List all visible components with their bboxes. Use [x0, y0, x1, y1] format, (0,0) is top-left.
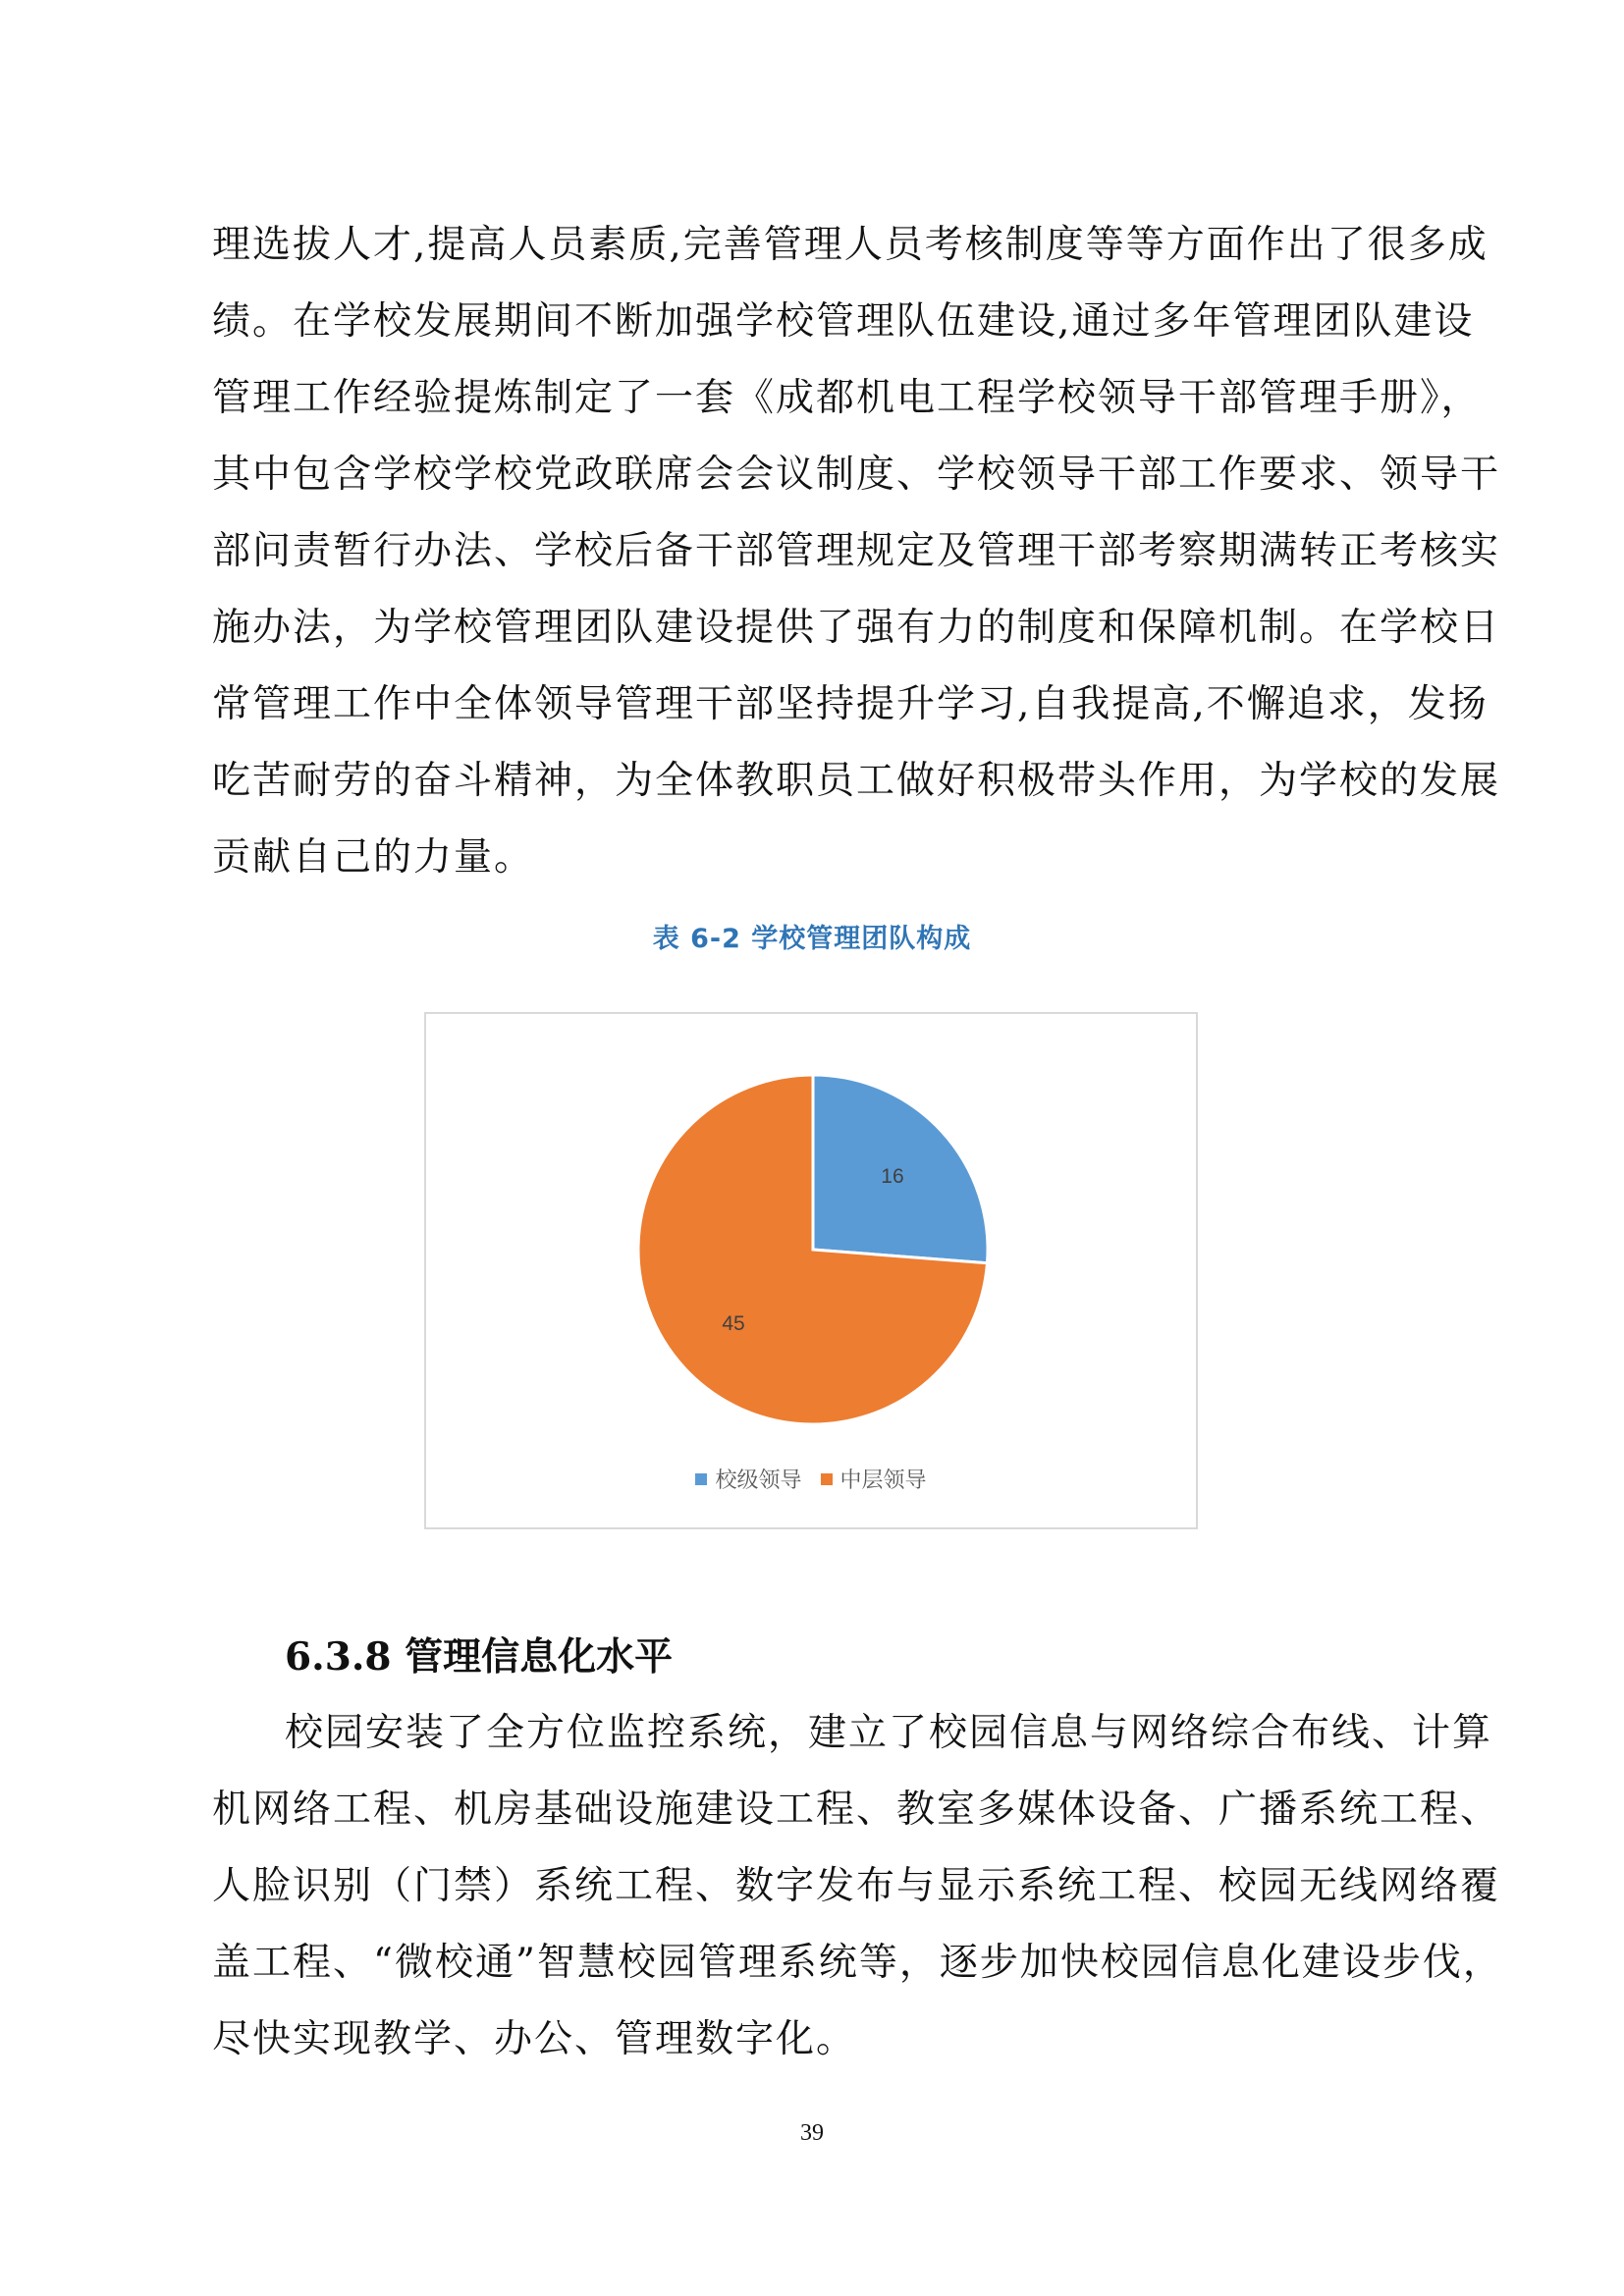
legend-item-school-leaders: [695, 1464, 801, 1494]
legend-swatch-blue: [695, 1473, 707, 1485]
paragraph-line: 理选拔人才,提高人员素质,完善管理人员考核制度等等方面作出了很多成: [212, 223, 1489, 267]
paragraph-line: 吃苦耐劳的奋斗精神，为全体教职员工做好积极带头作用，为学校的发展: [212, 759, 1501, 803]
paragraph-line: 人脸识别（门禁）系统工程、数字发布与显示系统工程、校园无线网络覆: [212, 1864, 1501, 1908]
legend-swatch-orange: [821, 1473, 833, 1485]
pie-data-label: 16: [881, 1165, 904, 1189]
paragraph-line: 盖工程、“微校通”智慧校园管理系统等，逐步加快校园信息化建设步伐，: [212, 1941, 1503, 1985]
paragraph-line: 贡献自己的力量。: [212, 835, 535, 880]
paragraph-line: 尽快实现教学、办公、管理数字化。: [212, 2017, 857, 2061]
paragraph-line: 机网络工程、机房基础设施建设工程、教室多媒体设备、广播系统工程、: [212, 1788, 1501, 1832]
paragraph-line: 部问责暂行办法、学校后备干部管理规定及管理干部考察期满转正考核实: [212, 529, 1501, 573]
paragraph-line: 常管理工作中全体领导管理干部坚持提升学习,自我提高,不懈追求，发扬: [212, 682, 1489, 726]
figure-caption: 表 6-2 学校管理团队构成: [652, 924, 972, 954]
paragraph-line: 其中包含学校学校党政联席会会议制度、学校领导干部工作要求、领导干: [212, 453, 1501, 497]
legend-label: 中层领导: [839, 1468, 927, 1493]
pie-data-label: 45: [722, 1311, 745, 1335]
paragraph-line: 管理工作经验提炼制定了一套《成都机电工程学校领导干部管理手册》，: [212, 376, 1482, 420]
pie-chart: [426, 1014, 1196, 1527]
page-number: 39: [800, 2120, 824, 2146]
section-heading: 6.3.8 管理信息化水平: [285, 1634, 674, 1680]
paragraph-line: 绩。在学校发展期间不断加强学校管理队伍建设,通过多年管理团队建设: [212, 299, 1475, 344]
pie-chart-frame: [424, 1012, 1198, 1529]
chart-legend: [426, 1464, 1196, 1494]
legend-item-middle-leaders: [821, 1464, 927, 1494]
legend-label: 校级领导: [715, 1468, 802, 1493]
paragraph-line: 施办法，为学校管理团队建设提供了强有力的制度和保障机制。在学校日: [212, 606, 1501, 650]
paragraph-line: 校园安装了全方位监控系统，建立了校园信息与网络综合布线、计算: [285, 1711, 1493, 1755]
